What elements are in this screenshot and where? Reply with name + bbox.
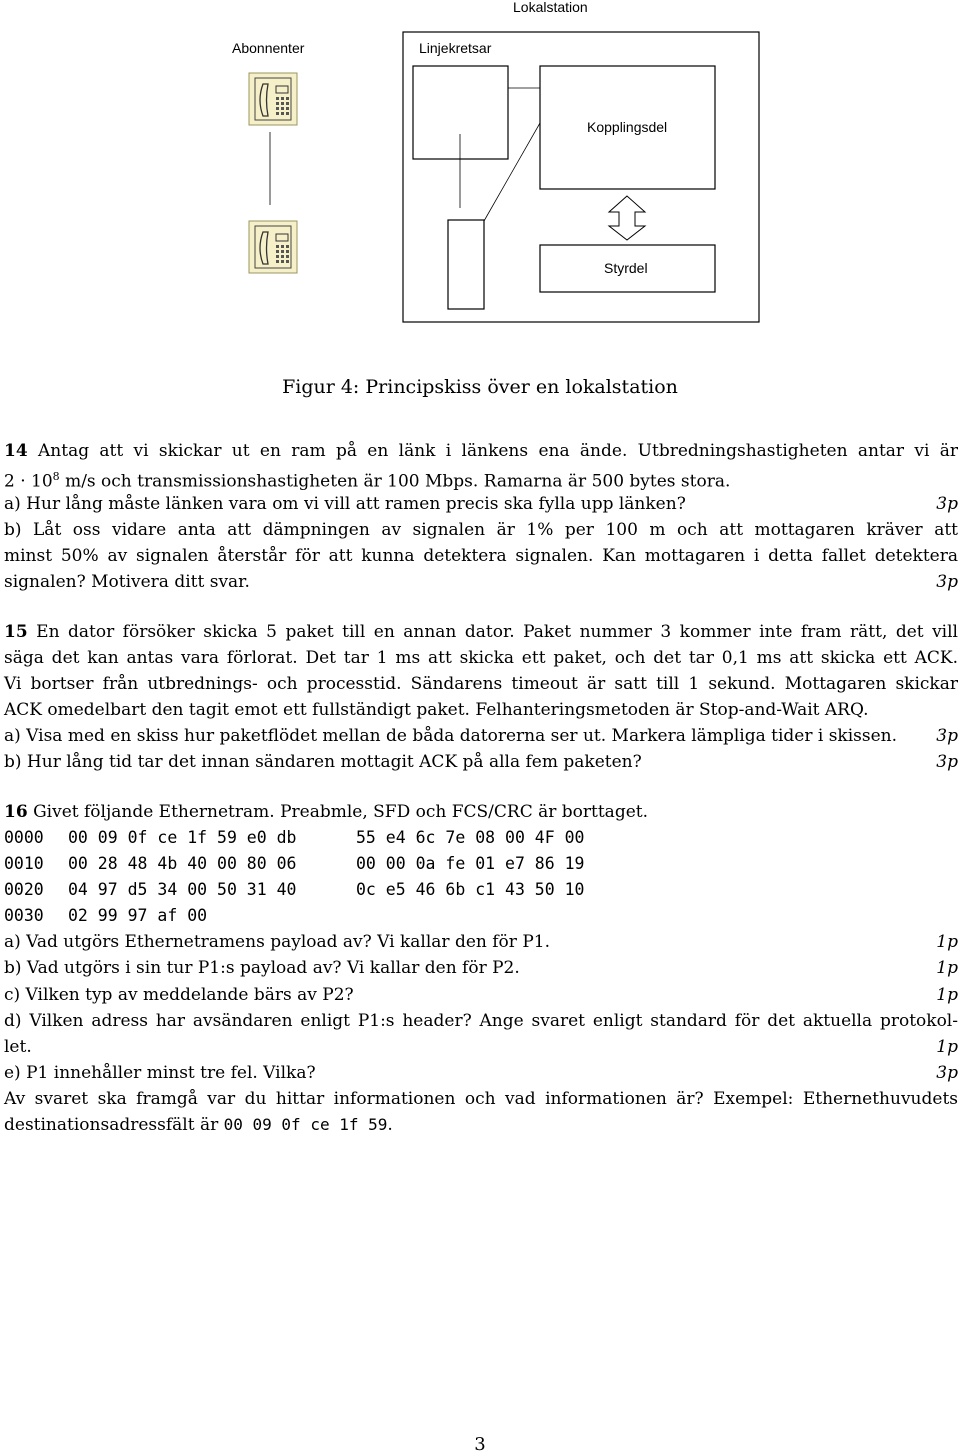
q16-b-points: 1p xyxy=(936,958,958,978)
q14-text-1: Antag att vi skickar ut en ram på en länk i länkens ena ände. Utbredningshastigheten antar vi är xyxy=(38,441,959,461)
q16-note-text: destinationsadressfält är xyxy=(4,1115,224,1135)
hex-offset: 0020 xyxy=(4,880,44,899)
q15-line1 xyxy=(4,622,958,642)
q16-d-line2: let. xyxy=(4,1037,32,1057)
q14-b-line3: signalen? Motivera ditt svar. xyxy=(4,572,250,592)
q14-speed-exp: 8 xyxy=(52,470,60,483)
q14-b-line1: b) Låt oss vidare anta att dämpningen av signalen är 1% per 100 m och att mottagaren kräver att xyxy=(4,520,958,540)
q15-number: 15 xyxy=(4,622,28,642)
hex-group-2: 0c e5 46 6b c1 43 50 10 xyxy=(356,880,585,899)
hex-row xyxy=(4,880,584,900)
line-circuit-box-bottom xyxy=(448,220,484,309)
q15-line2: säga det kan antas vara förlorat. Det tar 1 ms att skicka ett paket, och det tar 0,1 ms att skicka ett ACK. xyxy=(4,648,958,668)
q14-number: 14 xyxy=(4,441,28,461)
q16-note-line1: Av svaret ska framgå var du hittar informationen och vad informationen är? Exempel: Ethernethuvudets xyxy=(4,1089,958,1109)
label-abonnenter: Abonnenter xyxy=(232,40,305,56)
q16-e-points: 3p xyxy=(936,1063,958,1083)
hex-group-1: 00 28 48 4b 40 00 80 06 xyxy=(68,854,297,873)
q16-note-period: . xyxy=(387,1115,393,1135)
q16-d-points: 1p xyxy=(936,1037,958,1057)
lokalstation-figure xyxy=(0,0,960,370)
label-lokalstation: Lokalstation xyxy=(513,0,588,15)
hex-row xyxy=(4,854,584,874)
q15-a-points: 3p xyxy=(936,726,958,746)
q15-b: b) Hur lång tid tar det innan sändaren mottagit ACK på alla fem paketen? xyxy=(4,752,642,772)
station-box xyxy=(403,32,759,322)
label-kopplingsdel: Kopplingsdel xyxy=(587,119,668,135)
q16-note-line2 xyxy=(4,1115,393,1135)
q14-b-line2: minst 50% av signalen återstår för att kunna detektera signalen. Kan mottagaren i detta fallet detektera xyxy=(4,546,958,566)
hex-group-1: 00 09 0f ce 1f 59 e0 db xyxy=(68,828,297,847)
double-arrow-icon xyxy=(609,196,645,240)
q15-a: a) Visa med en skiss hur paketflödet mellan de båda datorerna ser ut. Markera lämpliga tider i skissen. xyxy=(4,726,898,746)
q16-intro-text: Givet följande Ethernetram. Preabmle, SFD och FCS/CRC är borttaget. xyxy=(33,802,648,822)
telephone-icon xyxy=(249,73,297,125)
q16-number: 16 xyxy=(4,802,28,822)
q16-intro xyxy=(4,802,648,822)
q16-b: b) Vad utgörs i sin tur P1:s payload av? Vi kallar den för P2. xyxy=(4,958,520,978)
q16-c: c) Vilken typ av meddelande bärs av P2? xyxy=(4,985,354,1005)
page-number: 3 xyxy=(474,1434,486,1455)
hex-offset: 0010 xyxy=(4,854,44,873)
q15-line3: Vi bortser från utbrednings- och processtid. Sändarens timeout är satt till 1 sekund. Mottagaren skickar xyxy=(4,674,958,694)
q14-b-points: 3p xyxy=(936,572,958,592)
q14-a-points: 3p xyxy=(936,494,958,514)
q16-note-code: 00 09 0f ce 1f 59 xyxy=(223,1115,388,1134)
hex-offset: 0030 xyxy=(4,906,44,925)
q15-line4: ACK omedelbart den tagit emot ett fullständigt paket. Felhanteringsmetoden är Stop-and-Wait ARQ. xyxy=(4,700,869,720)
q16-c-points: 1p xyxy=(936,985,958,1005)
hex-group-2: 00 00 0a fe 01 e7 86 19 xyxy=(356,854,585,873)
hex-group-2: 55 e4 6c 7e 08 00 4F 00 xyxy=(356,828,585,847)
q14-text-2: m/s och transmissionshastigheten är 100 Mbps. Ramarna är 500 bytes stora. xyxy=(59,471,731,492)
hex-offset: 0000 xyxy=(4,828,44,847)
hex-row xyxy=(4,828,584,848)
q14-line2 xyxy=(4,467,730,492)
line-circuit-box-top xyxy=(413,66,508,159)
circuit-to-switch-line xyxy=(484,123,540,221)
q16-a-points: 1p xyxy=(936,932,958,952)
hex-group-1: 02 99 97 af 00 xyxy=(68,906,208,925)
q16-e: e) P1 innehåller minst tre fel. Vilka? xyxy=(4,1063,316,1083)
label-linjekretsar: Linjekretsar xyxy=(419,40,492,56)
figure-caption: Figur 4: Principskiss över en lokalstation xyxy=(282,376,678,398)
q14-speed-base: 2 · 10 xyxy=(4,471,53,492)
telephone-icon xyxy=(249,221,297,273)
label-styrdel: Styrdel xyxy=(604,260,648,276)
q16-d-line1: d) Vilken adress har avsändaren enligt P1:s header? Ange svaret enligt standard för det aktuella protokol- xyxy=(4,1011,958,1031)
q15-b-points: 3p xyxy=(936,752,958,772)
q15-text-1: En dator försöker skicka 5 paket till en annan dator. Paket nummer 3 kommer inte fram rätt, det vill xyxy=(36,622,958,642)
q14-a: a) Hur lång måste länken vara om vi vill att ramen precis ska fylla upp länken? xyxy=(4,494,686,514)
q14-line1 xyxy=(4,441,958,461)
hex-group-1: 04 97 d5 34 00 50 31 40 xyxy=(68,880,297,899)
hex-row xyxy=(4,906,356,926)
q16-a: a) Vad utgörs Ethernetramens payload av? Vi kallar den för P1. xyxy=(4,932,550,952)
